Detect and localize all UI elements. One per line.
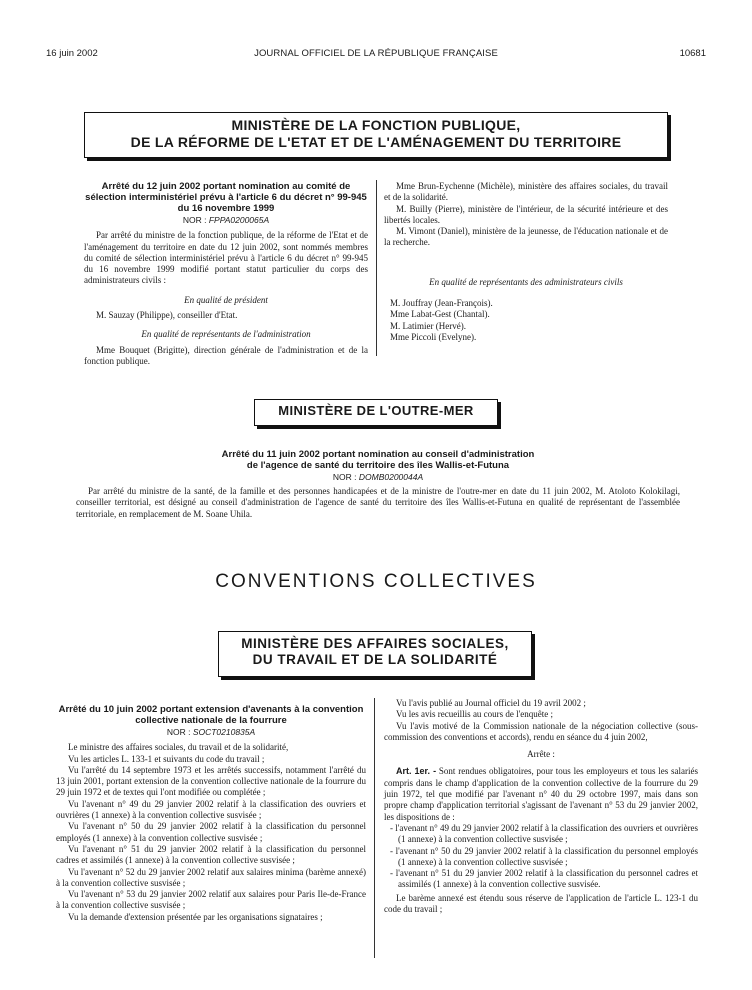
arrete1-title: Arrêté du 12 juin 2002 portant nomination au comité de sélection interministériel prévu à l'article 6 du décret n° 99-945 du 16 novembre 1999 (85, 181, 367, 214)
arrete1-admin-member: M. Vimont (Daniel), ministère de la jeunesse, de l'éducation nationale et de la recherche. (384, 226, 668, 248)
arrete1-admin-heading: En qualité de représentants de l'administration (141, 329, 311, 340)
arrete1-president-heading: En qualité de président (184, 294, 268, 305)
arrete3-article1-item: - l'avenant n° 51 du 29 janvier 2002 relatif à la classification du personnel cadres et assimilés (1 annexe) à la convention collective susvisée. (390, 868, 698, 890)
arrete1-civils-member: M. Latimier (Hervé). (390, 320, 466, 331)
arrete1-civils-member: Mme Piccoli (Evelyne). (390, 331, 477, 342)
arrete2-block (76, 449, 680, 520)
ministry-box-line2: DU TRAVAIL ET DE LA SOLIDARITÉ (252, 652, 498, 668)
nor-code: SOCT0210835A (192, 727, 256, 737)
arrete3-title: Arrêté du 10 juin 2002 portant extension d'avenants à la convention collective nationale de la fourrure (58, 704, 364, 726)
arrete3-bareme: Le barème annexé est étendu sous réserve de l'application de l'article L. 123-1 du code du travail ; (384, 892, 698, 915)
arrete1-admin-member: M. Builly (Pierre), ministère de l'intérieur, de la sécurité intérieure et des libertés locales. (384, 203, 668, 225)
ministry-box-line1: MINISTÈRE DES AFFAIRES SOCIALES, (241, 636, 509, 651)
nor-label: NOR : (332, 472, 357, 482)
arrete3-nor (56, 727, 366, 738)
arrete3-vu: Vu les avis recueillis au cours de l'enquête ; (396, 709, 554, 720)
arrete1-admin-member: Mme Bouquet (Brigitte), direction générale de l'administration et de la fonction publique. (84, 344, 368, 366)
ministry-box-line2: DE LA RÉFORME DE L'ETAT ET DE L'AMÉNAGEMENT DU TERRITOIRE (130, 133, 622, 150)
ministry-box-outre-mer (254, 399, 498, 426)
arrete1-nor (84, 215, 368, 226)
column-divider (376, 180, 377, 356)
ministry-box-line1: MINISTÈRE DE L'OUTRE-MER (278, 403, 474, 418)
arrete1-civils-heading: En qualité de représentants des administrateurs civils (429, 276, 623, 287)
arrete2-body: Par arrêté du ministre de la santé, de la famille et des personnes handicapées et de la ministre de l'outre-mer en date du 11 juin 2002, M. Atoloto Kolokilagi, conseiller territorial, est désigné au conseil d'administration de l'agence de santé du territoire des îles Wallis-et-Futuna en qualité de représentant de l'assemblée territoriale, en remplacement de M. Soane Uhila. (76, 486, 680, 519)
column-divider (374, 698, 375, 958)
arrete3-paragraph: Le ministre des affaires sociales, du travail et de la solidarité, (68, 742, 289, 753)
arrete3-article1 (384, 766, 698, 822)
arrete1-president: M. Sauzay (Philippe), conseiller d'Etat. (96, 310, 238, 321)
arrete3-paragraph: Vu l'avenant n° 52 du 29 janvier 2002 relatif aux salaires minima (barème annexé) à la convention collective susvisée ; (56, 866, 366, 888)
arrete3-right-column (384, 698, 698, 915)
arrete3-paragraph: Vu les articles L. 133-1 et suivants du code du travail ; (68, 753, 265, 764)
nor-label: NOR : (166, 727, 191, 737)
arrete3-paragraph: Vu l'avenant n° 53 du 29 janvier 2002 relatif aux salaires pour Paris Ile-de-France à la convention collective susvisée ; (56, 889, 366, 911)
arrete1-right-column (384, 181, 668, 343)
nor-label: NOR : (182, 215, 207, 225)
ministry-box-fonction-publique (84, 112, 668, 158)
arrete3-vu: Vu l'avis motivé de la Commission nationale de la négociation collective (sous-commission des conventions et accords), rendu en séance du 4 juin 2002, (384, 720, 698, 742)
arrete2-nor (76, 472, 680, 482)
arrete2-title-line2: de l'agence de santé du territoire des îles Wallis-et-Futuna (246, 460, 510, 471)
arrete1-admin-member: Mme Brun-Eychenne (Michèle), ministère des affaires sociales, du travail et de la solidarité. (384, 181, 668, 203)
nor-code: DOMB0200044A (358, 472, 424, 482)
page-header (46, 48, 706, 64)
header-journal-title: JOURNAL OFFICIEL DE LA RÉPUBLIQUE FRANÇAISE (254, 48, 498, 59)
arrete3-left-column (56, 704, 366, 923)
ministry-box-affaires-sociales (218, 631, 532, 677)
ministry-box-line1: MINISTÈRE DE LA FONCTION PUBLIQUE, (231, 117, 521, 133)
arrete3-article1-item: - l'avenant n° 49 du 29 janvier 2002 relatif à la classification des ouvriers et ouvrières (1 annexe) à la convention collective susvisée ; (390, 822, 698, 845)
arrete3-paragraph: Vu l'arrêté du 14 septembre 1973 et les arrêtés successifs, notamment l'arrêté du 13 juin 2001, portant extension de la convention collective nationale de la fourrure du 29 juin 1972 et de textes qui l'ont modifiée ou complétée ; (56, 764, 366, 798)
arrete3-paragraph: Vu l'avenant n° 51 du 29 janvier 2002 relatif à la classification du personnel cadres et assimilés (1 annexe) à la convention collective susvisée ; (56, 843, 366, 866)
arrete3-paragraph: Vu l'avenant n° 50 du 29 janvier 2002 relatif à la classification du personnel employés (1 annexe) à la convention collective susvisée ; (56, 821, 366, 843)
article1-label: Art. 1er. - (396, 766, 437, 777)
arrete3-arrete-word: Arrête : (527, 749, 555, 760)
arrete3-vu: Vu l'avis publié au Journal officiel du 19 avril 2002 ; (396, 698, 586, 708)
arrete3-paragraph: Vu l'avenant n° 49 du 29 janvier 2002 relatif à la classification des ouvriers et ouvrières (1 annexe) à la convention collective susvisée ; (56, 798, 366, 821)
arrete1-left-column (84, 181, 368, 367)
arrete3-article1-item: - l'avenant n° 50 du 29 janvier 2002 relatif à la classification du personnel employés (1 annexe) à la convention collective susvisée ; (390, 845, 698, 867)
article1-text: Sont rendues obligatoires, pour tous les employeurs et tous les salariés compris dans le champ d'application de la convention collective de la fourrure du 29 juin 1972, tel que modifié par l'avenant n° 40 du 29 octobre 1997, mais dans son propre champ d'application territorial s'agissant de l'avenant n° 53 du 29 janvier 2002, les dispositions de : (384, 766, 699, 822)
nor-code: FPPA0200065A (208, 215, 270, 225)
arrete1-intro: Par arrêté du ministre de la fonction publique, de la réforme de l'Etat et de l'aménagement du territoire en date du 12 juin 2002, sont nommés membres du comité de sélection interministériel prévu à l'article 6 du décret n° 99-945 du 16 novembre 1999 modifié portant statut particulier du corps des administrateurs civils : (84, 230, 368, 286)
arrete2-title-line1: Arrêté du 11 juin 2002 portant nomination au conseil d'administration (221, 449, 535, 460)
arrete1-civils-member: Mme Labat-Gest (Chantal). (390, 309, 490, 320)
arrete1-civils-member: M. Jouffray (Jean-François). (390, 298, 493, 309)
header-date: 16 juin 2002 (46, 48, 98, 59)
section-title: CONVENTIONS COLLECTIVES (215, 571, 537, 592)
arrete3-paragraph: Vu la demande d'extension présentée par les organisations signataires ; (68, 911, 323, 922)
header-page-number: 10681 (679, 48, 706, 59)
